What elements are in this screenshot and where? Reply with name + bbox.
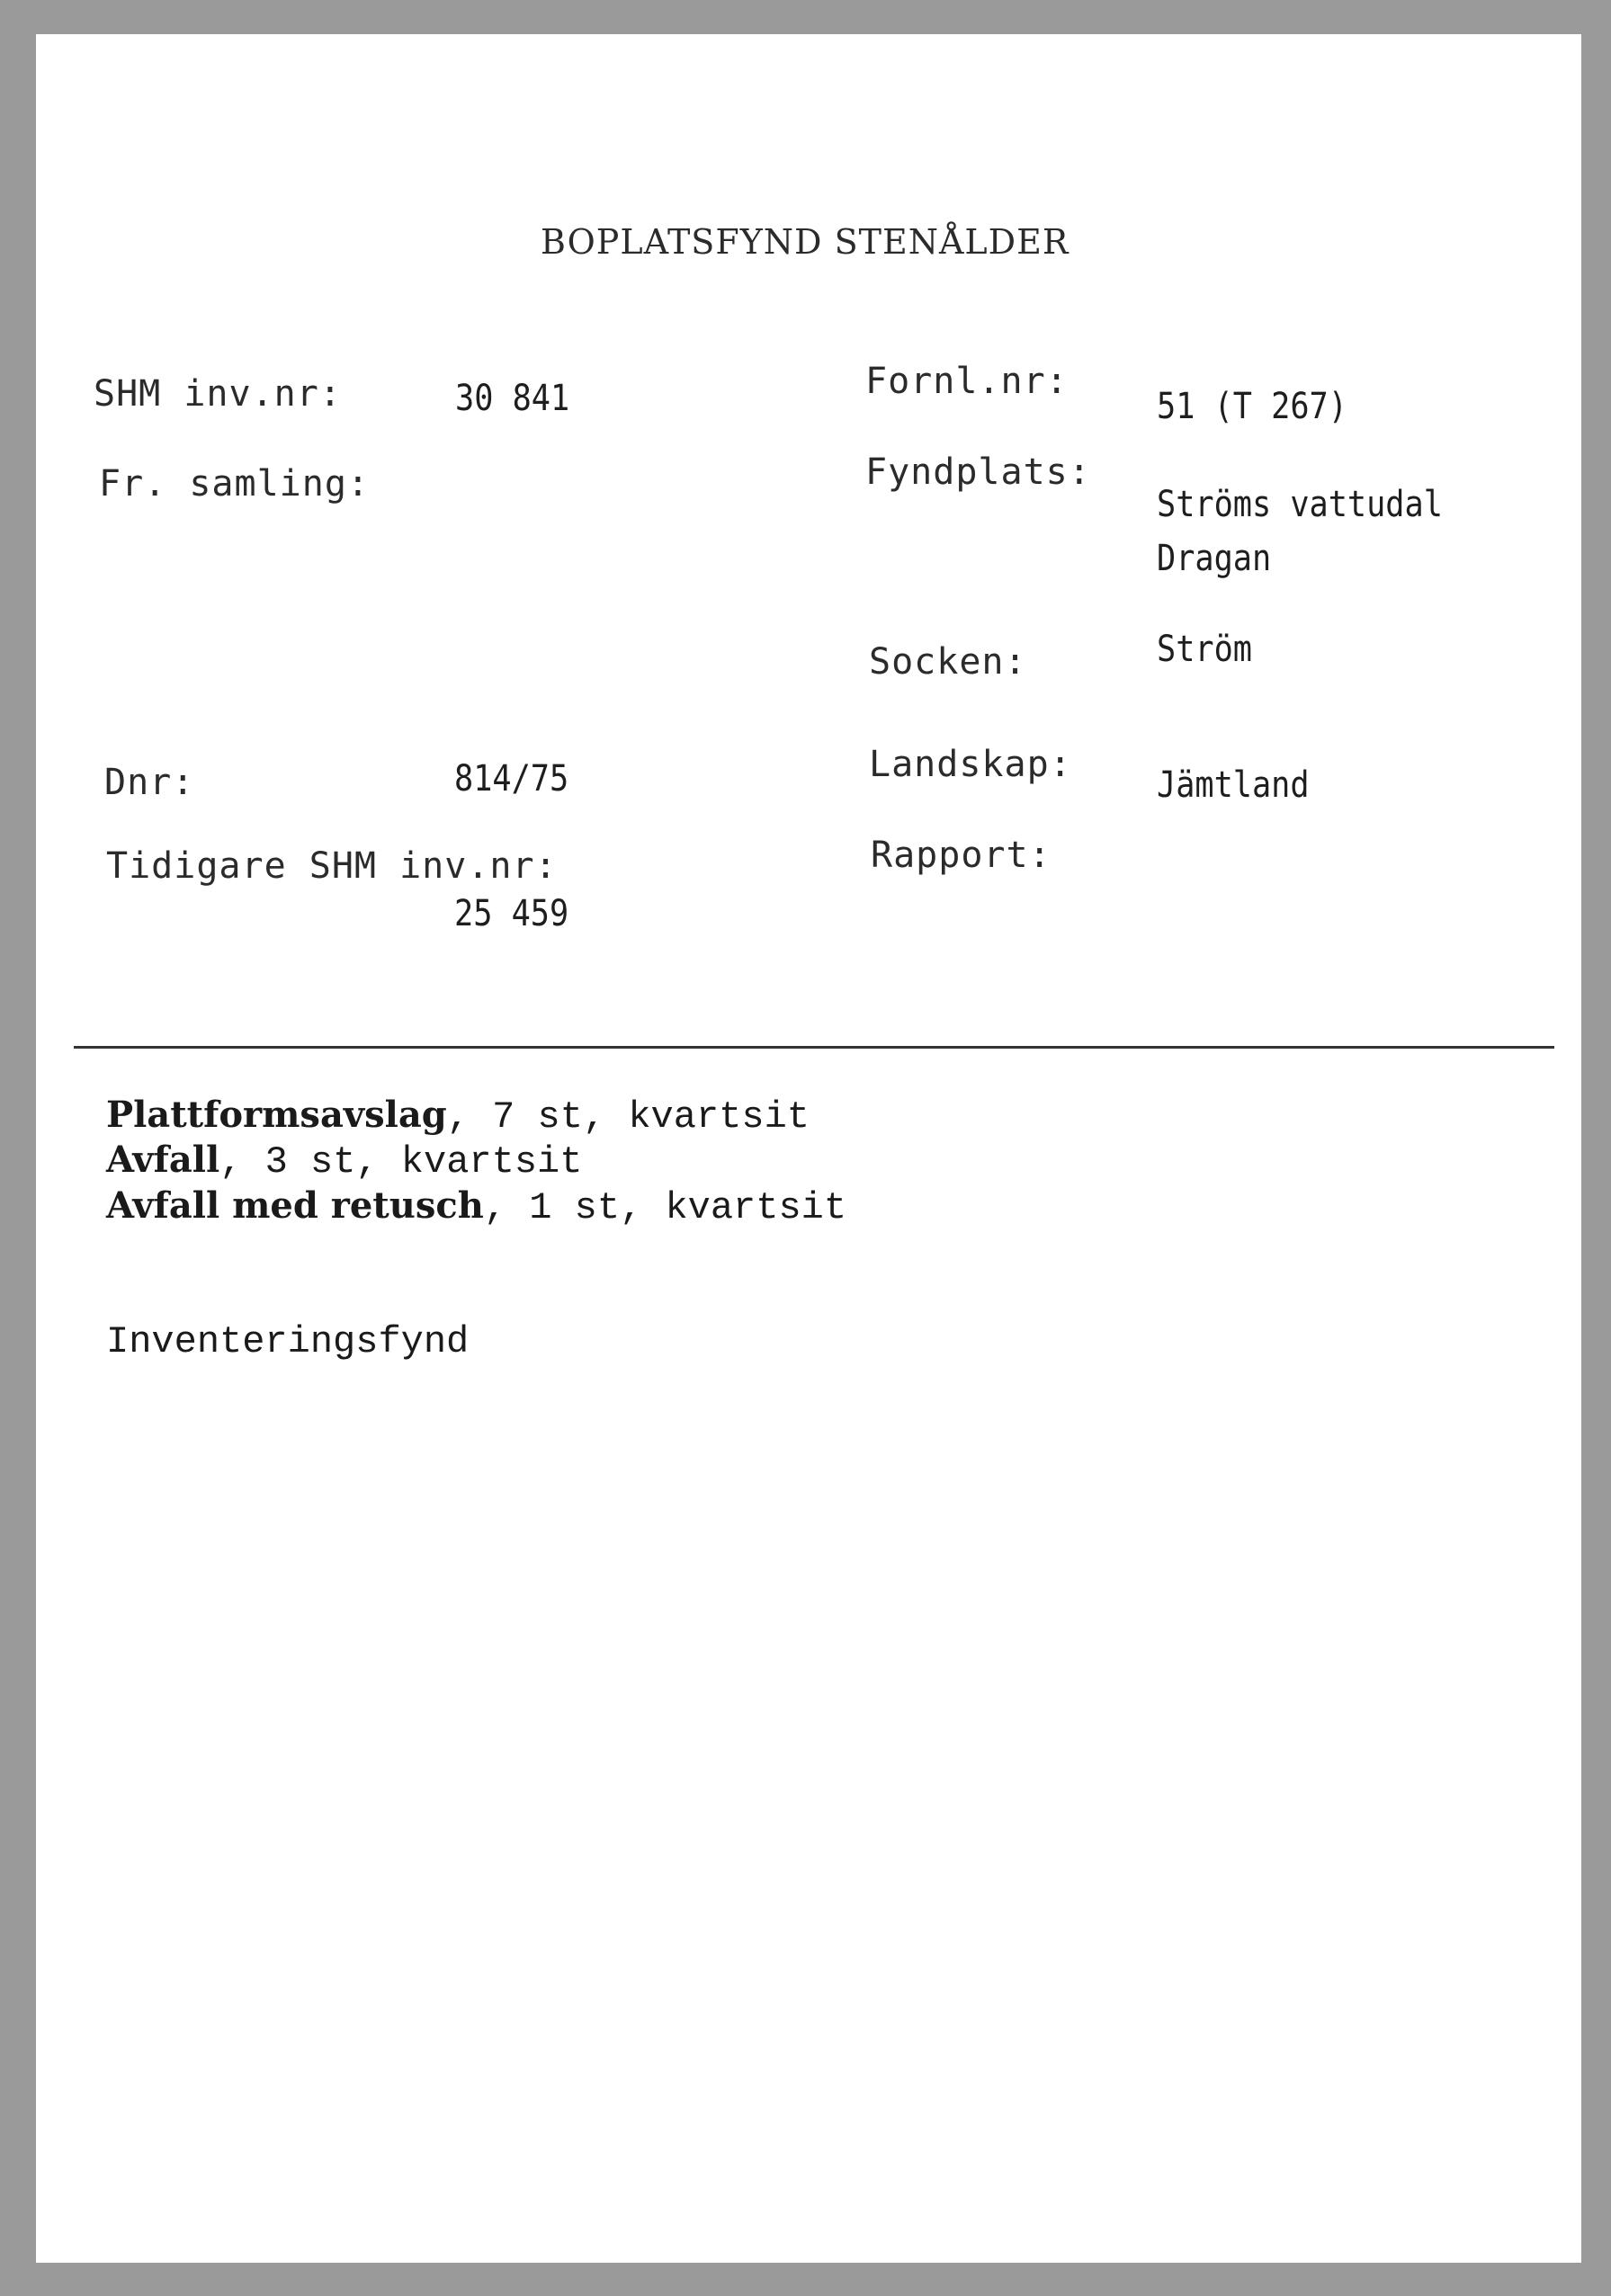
- card-note: Inventeringsfynd: [106, 1320, 470, 1363]
- find-item-3: [106, 1184, 847, 1229]
- find-item-2: [106, 1139, 583, 1184]
- landskap-value: Jämtland: [1157, 764, 1310, 806]
- find-item-name: Avfall: [106, 1139, 220, 1181]
- card-title: BOPLATSFYND STENÅLDER: [541, 222, 1070, 262]
- shm-inv-label: SHM inv.nr:: [94, 373, 342, 415]
- shm-inv-value: 30 841: [455, 378, 570, 419]
- find-item-detail: , 3 st, kvartsit: [219, 1140, 583, 1184]
- find-item-detail: , 7 st, kvartsit: [446, 1095, 810, 1139]
- find-item-name: Avfall med retusch: [106, 1184, 484, 1227]
- fyndplats-value-line1: Ströms vattudal: [1157, 484, 1443, 525]
- find-item-name: Plattformsavslag: [106, 1094, 447, 1136]
- find-item-1: [106, 1094, 810, 1139]
- dnr-label: Dnr:: [104, 762, 195, 803]
- socken-value: Ström: [1157, 629, 1252, 670]
- tidigare-shm-inv-label: Tidigare SHM inv.nr:: [106, 845, 558, 887]
- landskap-label: Landskap:: [869, 744, 1072, 785]
- tidigare-shm-inv-value: 25 459: [454, 893, 569, 934]
- fornl-label: Fornl.nr:: [865, 361, 1069, 402]
- dnr-value: 814/75: [454, 758, 569, 800]
- find-item-detail: , 1 st, kvartsit: [483, 1186, 847, 1229]
- rapport-label: Rapport:: [871, 835, 1052, 876]
- fr-samling-label: Fr. samling:: [99, 463, 370, 505]
- socken-label: Socken:: [869, 641, 1027, 683]
- fyndplats-value-line2: Dragan: [1157, 538, 1272, 579]
- section-divider: [74, 1046, 1554, 1049]
- fyndplats-label: Fyndplats:: [865, 451, 1091, 493]
- fornl-value: 51 (T 267): [1157, 386, 1347, 427]
